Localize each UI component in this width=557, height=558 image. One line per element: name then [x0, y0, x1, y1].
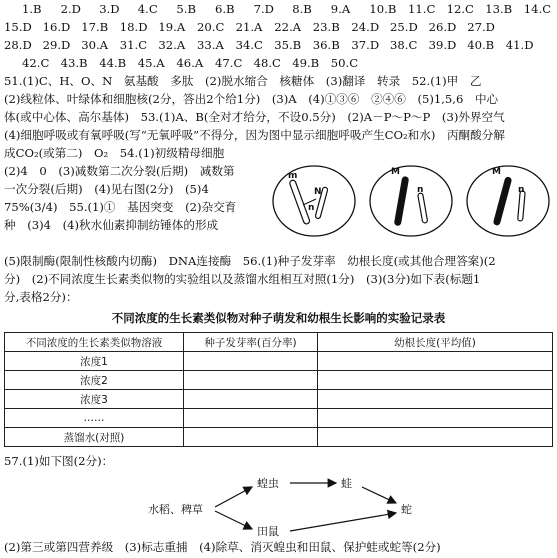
food-web-producer: 水稻、稗草: [148, 503, 203, 516]
table-cell: [184, 409, 318, 428]
experiment-record-table: [4, 332, 553, 447]
mcq-answer: 35.B: [274, 38, 302, 52]
answer-line: (5)限制酶(限制性核酸内切酶) DNA连接酶 56.(1)种子发芽率 幼根长度(或其他合理答案)(2: [4, 254, 496, 268]
mcq-answer: 29.D: [42, 38, 71, 52]
mcq-answer: 18.D: [119, 20, 148, 34]
mcq-answer: 39.D: [428, 38, 457, 52]
answer-line: 分,表格2分)：: [4, 290, 78, 304]
chromosome-label: M: [492, 167, 501, 177]
mcq-answer: 26.D: [428, 20, 457, 34]
answer-line: 57.(1)如下图(2分)：: [4, 454, 114, 468]
mcq-answer: 15.D: [4, 20, 32, 34]
mcq-answer: 6.B: [215, 2, 235, 16]
mcq-answer: 13.B: [485, 2, 513, 16]
cell-right-drawing: [464, 163, 552, 239]
food-web-snake: 蛇: [401, 503, 412, 516]
table-cell: [184, 352, 318, 371]
answer-line: 体(或中心体、高尔基体) 53.(1)A、B(全对才给分，不设0.5分) (2)A－P～P～P (3)外界空气: [4, 110, 505, 124]
table-header-cell: 幼根长度(平均值): [318, 333, 553, 352]
table-header-cell: 不同浓度的生长素类似物溶液: [5, 333, 184, 352]
table-row: [5, 409, 553, 428]
cell-division-figures: [270, 163, 554, 241]
mcq-answer: 20.C: [197, 20, 225, 34]
mcq-answer: 42.C: [22, 56, 50, 70]
table-cell: [318, 390, 553, 409]
mcq-answer: 3.D: [99, 2, 120, 16]
mcq-answer: 47.C: [215, 56, 243, 70]
mcq-answer: 28.D: [4, 38, 32, 52]
answer-line: (4)细胞呼吸或有氧呼吸(写“无氧呼吸”不得分，因为图中显示细胞呼吸产生CO₂和水) 丙酮酸分解: [4, 128, 505, 142]
table-row: [5, 428, 553, 447]
answer-line: 分) (2)不同浓度生长素类似物的实验组以及蒸馏水组相互对照(1分) (3)(3分)如下表(标题1: [4, 272, 481, 286]
mcq-answer: 30.A: [81, 38, 108, 52]
table-row: [5, 352, 553, 371]
mcq-answer: 32.A: [158, 38, 186, 52]
mcq-answer: 14.C: [523, 2, 552, 16]
table-row: [5, 390, 553, 409]
table-header-row: [5, 333, 553, 352]
mcq-answer: 38.C: [390, 38, 418, 52]
table-cell: 浓度3: [5, 390, 184, 409]
mcq-answer: 48.C: [253, 56, 281, 70]
cell-left-drawing: [270, 163, 358, 239]
table-cell: [318, 352, 553, 371]
table-title: 不同浓度的生长素类似物对种子萌发和幼根生长影响的实验记录表: [111, 311, 446, 325]
chromosome-label: n: [417, 185, 424, 195]
table-row: [5, 371, 553, 390]
table-cell: [184, 390, 318, 409]
table-cell: 蒸馏水(对照): [5, 428, 184, 447]
cell-figure-middle: [367, 163, 455, 239]
cell-figure-right: [464, 163, 552, 239]
table-header-cell: 种子发芽率(百分率): [184, 333, 318, 352]
mcq-answer: 21.A: [235, 20, 263, 34]
answer-line: (2)4 0 (3)减数第二次分裂(后期) 减数第: [4, 164, 235, 178]
chromosome-label: m: [288, 171, 298, 181]
chromosome-label: n: [308, 203, 315, 213]
food-web-diagram: [0, 465, 557, 540]
chromosome-label: n: [518, 185, 525, 195]
mcq-answer: 50.C: [330, 56, 359, 70]
mcq-answer: 11.C: [408, 2, 436, 16]
mcq-answer: 12.C: [446, 2, 474, 16]
table-cell: [184, 371, 318, 390]
mcq-answer: 45.A: [137, 56, 165, 70]
mcq-answer: 1.B: [22, 2, 42, 16]
chromosome-label: N: [314, 187, 322, 197]
table-cell: ……: [5, 409, 184, 428]
mcq-answer: 16.D: [42, 20, 71, 34]
mcq-answer: 31.C: [119, 38, 148, 52]
answer-line: 种 (3)4 (4)秋水仙素抑制纺锤体的形成: [4, 218, 219, 232]
mcq-answer: 25.D: [390, 20, 418, 34]
mcq-answer: 24.D: [351, 20, 380, 34]
mcq-answer: 23.B: [312, 20, 340, 34]
answer-line: 一次分裂(后期) (4)见右图(2分) (5)4: [4, 182, 209, 196]
table-cell: 浓度1: [5, 352, 184, 371]
mcq-answer: 37.D: [351, 38, 380, 52]
table-cell: [318, 371, 553, 390]
answer-line: (2)第三或第四营养级 (3)标志重捕 (4)除草、消灭蝗虫和田鼠、保护蛙或蛇等(2分): [4, 540, 441, 554]
mcq-answer: 4.C: [137, 2, 158, 16]
mcq-answer: 49.B: [292, 56, 320, 70]
mcq-answer: 22.A: [274, 20, 301, 34]
mcq-answer: 33.A: [197, 38, 224, 52]
answer-line: 成CO₂(或第二) O₂ 54.(1)初级精母细胞: [4, 146, 225, 160]
answer-line: 75%(3/4) 55.(1)① 基因突变 (2)杂交育: [4, 200, 237, 214]
mcq-answer: 44.B: [99, 56, 127, 70]
mcq-answer: 46.A: [176, 56, 204, 70]
mcq-answer: 8.B: [292, 2, 312, 16]
mcq-answer: 2.D: [60, 2, 81, 16]
mcq-answer: 36.B: [312, 38, 340, 52]
mcq-answer: 19.A: [158, 20, 186, 34]
table-cell: [318, 409, 553, 428]
table-cell: [318, 428, 553, 447]
food-web-locust: 蝗虫: [257, 477, 279, 490]
answer-line: 51.(1)C、H、O、N 氨基酸 多肽 (2)脱水缩合 核糖体 (3)翻译 转录 52.(1)甲 乙: [4, 74, 482, 88]
chromosome-label: M: [391, 167, 400, 177]
food-web-vole: 田鼠: [257, 525, 279, 538]
table-body: [5, 352, 553, 447]
mcq-answer: 41.D: [505, 38, 534, 52]
answer-line: (2)线粒体、叶绿体和细胞核(2分，答出2个给1分) (3)A (4)①③⑥ ②④⑥ (5)1,5,6 中心: [4, 92, 499, 106]
mcq-answer: 10.B: [369, 2, 397, 16]
mcq-answer: 17.B: [81, 20, 109, 34]
mcq-answer: 40.B: [467, 38, 495, 52]
cell-middle-drawing: [367, 163, 455, 239]
table-cell: [184, 428, 318, 447]
mcq-answer: 27.D: [467, 20, 495, 34]
mcq-answer: 9.A: [330, 2, 351, 16]
table-cell: 浓度2: [5, 371, 184, 390]
food-web-frog: 蛙: [341, 477, 352, 490]
mcq-answer: 34.C: [235, 38, 263, 52]
cell-figure-left: [270, 163, 358, 239]
mcq-answer: 43.B: [60, 56, 88, 70]
mcq-answer: 7.D: [253, 2, 274, 16]
mcq-answer: 5.B: [176, 2, 196, 16]
